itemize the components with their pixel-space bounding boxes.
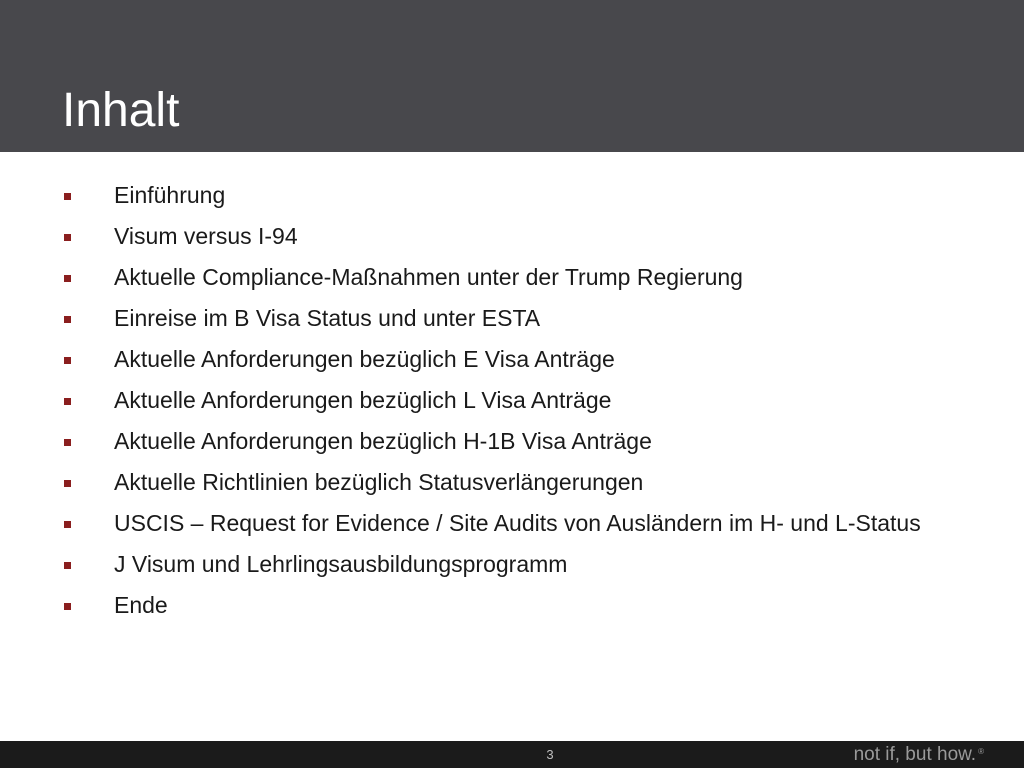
toc-item	[0, 549, 1024, 579]
square-bullet-icon	[64, 480, 71, 487]
toc-item	[0, 221, 1024, 251]
square-bullet-icon	[64, 521, 71, 528]
toc-item	[0, 467, 1024, 497]
registered-trademark-icon: ®	[978, 747, 984, 756]
toc-item-label: J Visum und Lehrlingsausbildungsprogramm	[114, 551, 568, 577]
square-bullet-icon	[64, 562, 71, 569]
toc-item-label: Aktuelle Richtlinien bezüglich Statusverlängerungen	[114, 469, 644, 495]
footer-bar	[0, 741, 1024, 768]
square-bullet-icon	[64, 316, 71, 323]
toc-list	[0, 180, 1024, 620]
toc-item	[0, 344, 1024, 374]
toc-item-label: Einreise im B Visa Status und unter ESTA	[114, 305, 541, 331]
toc-item-label: Ende	[114, 592, 168, 618]
toc-item-label: Aktuelle Compliance-Maßnahmen unter der Trump Regierung	[114, 264, 743, 290]
toc-item	[0, 426, 1024, 456]
toc-item-label: USCIS – Request for Evidence / Site Audits von Ausländern im H- und L-Status	[114, 510, 921, 536]
square-bullet-icon	[64, 439, 71, 446]
toc-item-label: Aktuelle Anforderungen bezüglich L Visa Anträge	[114, 387, 612, 413]
title-bar	[0, 0, 1024, 152]
square-bullet-icon	[64, 357, 71, 364]
toc-item-label: Aktuelle Anforderungen bezüglich E Visa Anträge	[114, 346, 615, 372]
table-of-contents	[0, 180, 1024, 631]
brand-tagline	[854, 744, 984, 766]
square-bullet-icon	[64, 603, 71, 610]
toc-item-label: Einführung	[114, 182, 226, 208]
toc-item	[0, 385, 1024, 415]
slide-title: Inhalt	[62, 84, 180, 137]
toc-item	[0, 180, 1024, 210]
square-bullet-icon	[64, 398, 71, 405]
square-bullet-icon	[64, 234, 71, 241]
square-bullet-icon	[64, 193, 71, 200]
toc-item-label: Visum versus I-94	[114, 223, 298, 249]
toc-item	[0, 303, 1024, 333]
toc-item	[0, 262, 1024, 292]
toc-item-label: Aktuelle Anforderungen bezüglich H-1B Visa Anträge	[114, 428, 652, 454]
tagline-text: not if, but how.	[853, 744, 977, 765]
page-number: 3	[546, 747, 554, 762]
square-bullet-icon	[64, 275, 71, 282]
toc-item	[0, 590, 1024, 620]
toc-item	[0, 508, 1024, 538]
